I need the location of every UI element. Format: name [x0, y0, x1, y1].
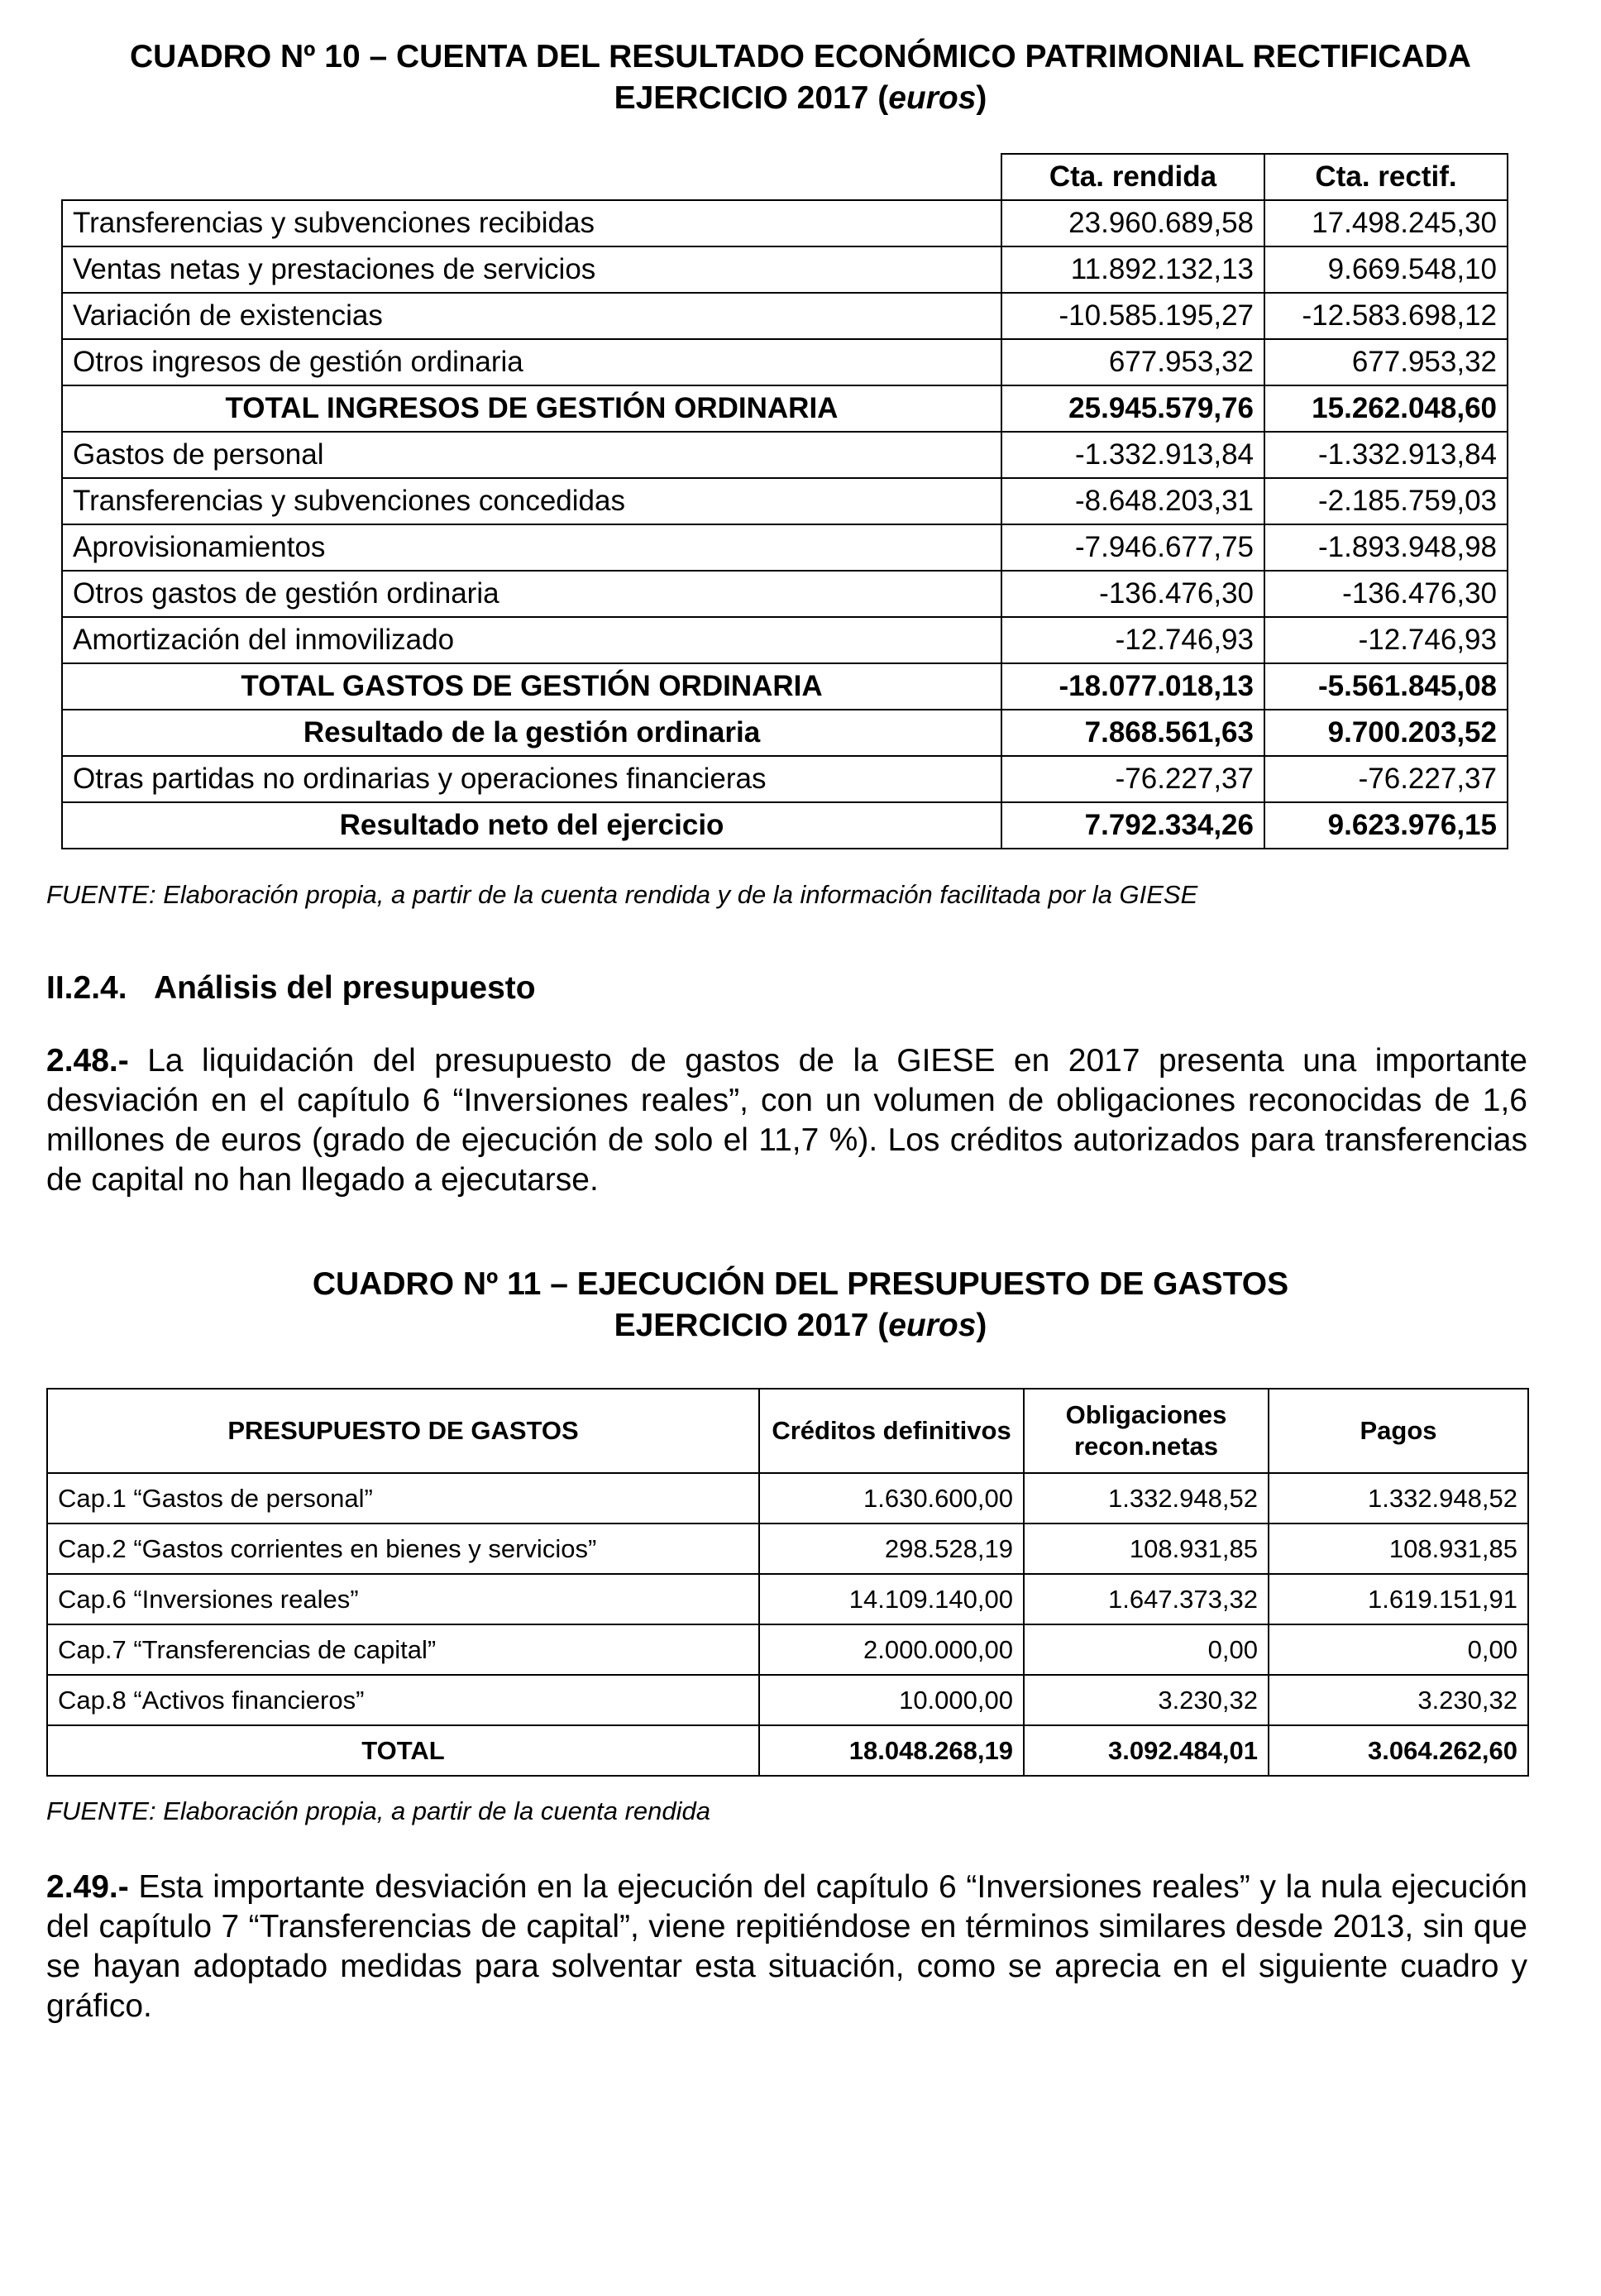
row-label: Ventas netas y prestaciones de servicios	[62, 246, 1001, 293]
row-label: TOTAL GASTOS DE GESTIÓN ORDINARIA	[62, 663, 1001, 710]
row-label: Transferencias y subvenciones concedidas	[62, 478, 1001, 524]
paragraph-number: 2.48.-	[46, 1043, 129, 1079]
row-label: Otras partidas no ordinarias y operaciones financieras	[62, 756, 1001, 802]
row-label: Transferencias y subvenciones recibidas	[62, 200, 1001, 246]
cuadro-11-source: FUENTE: Elaboración propia, a partir de la cuenta rendida	[46, 1796, 710, 1825]
row-label: TOTAL INGRESOS DE GESTIÓN ORDINARIA	[62, 385, 1001, 432]
table-row	[62, 617, 1508, 663]
cta-rendida-value: -12.746,93	[1001, 617, 1264, 663]
column-header-obligaciones: Obligaciones recon.netas	[1024, 1389, 1269, 1473]
row-label: Resultado de la gestión ordinaria	[62, 710, 1001, 756]
pagos-value: 0,00	[1269, 1624, 1528, 1675]
table-row	[47, 1624, 1528, 1675]
cta-rendida-value: 677.953,32	[1001, 339, 1264, 385]
pagos-value: 108.931,85	[1269, 1523, 1528, 1574]
paragraph-text: La liquidación del presupuesto de gastos de la GIESE en 2017 presenta una importante desviación en el capítulo 6 “Inversiones reales”, con un volumen de obligaciones reconocidas de 1,6 millones de euros (grado de ejecución de solo el 11,7 %). Los créditos autorizados para transferencias de capital no han llegado a ejecutarse.	[46, 1043, 1527, 1198]
table-row	[62, 524, 1508, 571]
table-header-row	[47, 1389, 1528, 1473]
cta-rendida-value: -1.332.913,84	[1001, 432, 1264, 478]
pagos-value: 1.619.151,91	[1269, 1574, 1528, 1624]
row-label: Aprovisionamientos	[62, 524, 1001, 571]
table-row	[62, 293, 1508, 339]
cta-rendida-value: -76.227,37	[1001, 756, 1264, 802]
row-label: Cap.2 “Gastos corrientes en bienes y servicios”	[47, 1523, 759, 1574]
row-label: Gastos de personal	[62, 432, 1001, 478]
obligaciones-value: 108.931,85	[1024, 1523, 1269, 1574]
cta-rectif-value: -2.185.759,03	[1264, 478, 1508, 524]
cta-rectif-value: -5.561.845,08	[1264, 663, 1508, 710]
row-label: Otros gastos de gestión ordinaria	[62, 571, 1001, 617]
row-label: Otros ingresos de gestión ordinaria	[62, 339, 1001, 385]
table-row	[47, 1675, 1528, 1725]
cta-rendida-value: -8.648.203,31	[1001, 478, 1264, 524]
row-label: Variación de existencias	[62, 293, 1001, 339]
pagos-value: 1.332.948,52	[1269, 1473, 1528, 1523]
cta-rectif-value: -1.332.913,84	[1264, 432, 1508, 478]
row-label: Cap.7 “Transferencias de capital”	[47, 1624, 759, 1675]
creditos-value: 10.000,00	[759, 1675, 1024, 1725]
paragraph-2-48	[46, 1041, 1527, 1200]
total-row	[47, 1725, 1528, 1776]
table-row	[47, 1523, 1528, 1574]
obligaciones-value: 3.230,32	[1024, 1675, 1269, 1725]
section-heading	[46, 968, 536, 1009]
cta-rendida-value: 7.868.561,63	[1001, 710, 1264, 756]
row-label: Resultado neto del ejercicio	[62, 802, 1001, 849]
total-row	[62, 710, 1508, 756]
cta-rendida-value: 11.892.132,13	[1001, 246, 1264, 293]
table-row	[62, 200, 1508, 246]
cta-rendida-value: -10.585.195,27	[1001, 293, 1264, 339]
creditos-value: 18.048.268,19	[759, 1725, 1024, 1776]
cuadro-10-title-line2: EJERCICIO 2017 (euros)	[614, 80, 987, 116]
cta-rendida-value: 23.960.689,58	[1001, 200, 1264, 246]
cta-rectif-value: 15.262.048,60	[1264, 385, 1508, 432]
cta-rectif-value: 9.669.548,10	[1264, 246, 1508, 293]
cta-rendida-value: -7.946.677,75	[1001, 524, 1264, 571]
cta-rectif-value: 9.700.203,52	[1264, 710, 1508, 756]
cuadro-10-title-line1: CUADRO Nº 10 – CUENTA DEL RESULTADO ECONÓMICO PATRIMONIAL RECTIFICADA	[130, 39, 1471, 74]
table-row	[62, 339, 1508, 385]
cuadro-11-title-line1: CUADRO Nº 11 – EJECUCIÓN DEL PRESUPUESTO DE GASTOS	[312, 1266, 1289, 1302]
table-row	[62, 478, 1508, 524]
table-row	[47, 1473, 1528, 1523]
total-row	[62, 663, 1508, 710]
cuadro-10-title	[0, 36, 1601, 119]
row-label: Amortización del inmovilizado	[62, 617, 1001, 663]
pagos-value: 3.064.262,60	[1269, 1725, 1528, 1776]
table-row	[62, 246, 1508, 293]
cta-rectif-value: -12.583.698,12	[1264, 293, 1508, 339]
obligaciones-value: 3.092.484,01	[1024, 1725, 1269, 1776]
cta-rectif-value: 677.953,32	[1264, 339, 1508, 385]
table-row	[47, 1574, 1528, 1624]
creditos-value: 2.000.000,00	[759, 1624, 1024, 1675]
cta-rendida-value: -18.077.018,13	[1001, 663, 1264, 710]
cta-rendida-value: 7.792.334,26	[1001, 802, 1264, 849]
creditos-value: 1.630.600,00	[759, 1473, 1024, 1523]
cuadro-10-table	[61, 153, 1508, 849]
cta-rectif-value: 17.498.245,30	[1264, 200, 1508, 246]
total-row	[62, 802, 1508, 849]
section-number: II.2.4.	[46, 970, 127, 1006]
paragraph-number: 2.49.-	[46, 1869, 129, 1905]
creditos-value: 14.109.140,00	[759, 1574, 1024, 1624]
table-row	[62, 571, 1508, 617]
pagos-value: 3.230,32	[1269, 1675, 1528, 1725]
cta-rendida-value: -136.476,30	[1001, 571, 1264, 617]
obligaciones-value: 1.647.373,32	[1024, 1574, 1269, 1624]
row-label: TOTAL	[47, 1725, 759, 1776]
paragraph-2-49	[46, 1868, 1527, 2026]
paragraph-text: Esta importante desviación en la ejecución del capítulo 6 “Inversiones reales” y la nula ejecución del capítulo 7 “Transferencias de capital”, viene repitiéndose en términos similares desde 2013, sin que se hayan adoptado medidas para solventar esta situación, como se aprecia en el siguiente cuadro y gráfico.	[46, 1869, 1527, 2024]
column-header-cta-rectif: Cta. rectif.	[1264, 154, 1508, 200]
creditos-value: 298.528,19	[759, 1523, 1024, 1574]
cta-rendida-value: 25.945.579,76	[1001, 385, 1264, 432]
cuadro-11-title-line2: EJERCICIO 2017 (euros)	[614, 1308, 987, 1343]
row-label: Cap.6 “Inversiones reales”	[47, 1574, 759, 1624]
cuadro-11-title	[0, 1264, 1601, 1347]
cta-rectif-value: -1.893.948,98	[1264, 524, 1508, 571]
table-row	[62, 432, 1508, 478]
cta-rectif-value: -12.746,93	[1264, 617, 1508, 663]
cuadro-10-source: FUENTE: Elaboración propia, a partir de la cuenta rendida y de la información facilitada por la GIESE	[46, 880, 1198, 909]
table-header-row	[62, 154, 1508, 200]
section-title: Análisis del presupuesto	[154, 970, 536, 1006]
column-header-creditos: Créditos definitivos	[759, 1389, 1024, 1473]
row-label: Cap.1 “Gastos de personal”	[47, 1473, 759, 1523]
total-row	[62, 385, 1508, 432]
column-header-cta-rendida: Cta. rendida	[1001, 154, 1264, 200]
header-empty-cell	[62, 154, 1001, 200]
column-header-presupuesto: PRESUPUESTO DE GASTOS	[47, 1389, 759, 1473]
obligaciones-value: 1.332.948,52	[1024, 1473, 1269, 1523]
table-row	[62, 756, 1508, 802]
column-header-pagos: Pagos	[1269, 1389, 1528, 1473]
obligaciones-value: 0,00	[1024, 1624, 1269, 1675]
cta-rectif-value: -76.227,37	[1264, 756, 1508, 802]
cuadro-11-table	[46, 1388, 1529, 1777]
cta-rectif-value: 9.623.976,15	[1264, 802, 1508, 849]
cta-rectif-value: -136.476,30	[1264, 571, 1508, 617]
row-label: Cap.8 “Activos financieros”	[47, 1675, 759, 1725]
